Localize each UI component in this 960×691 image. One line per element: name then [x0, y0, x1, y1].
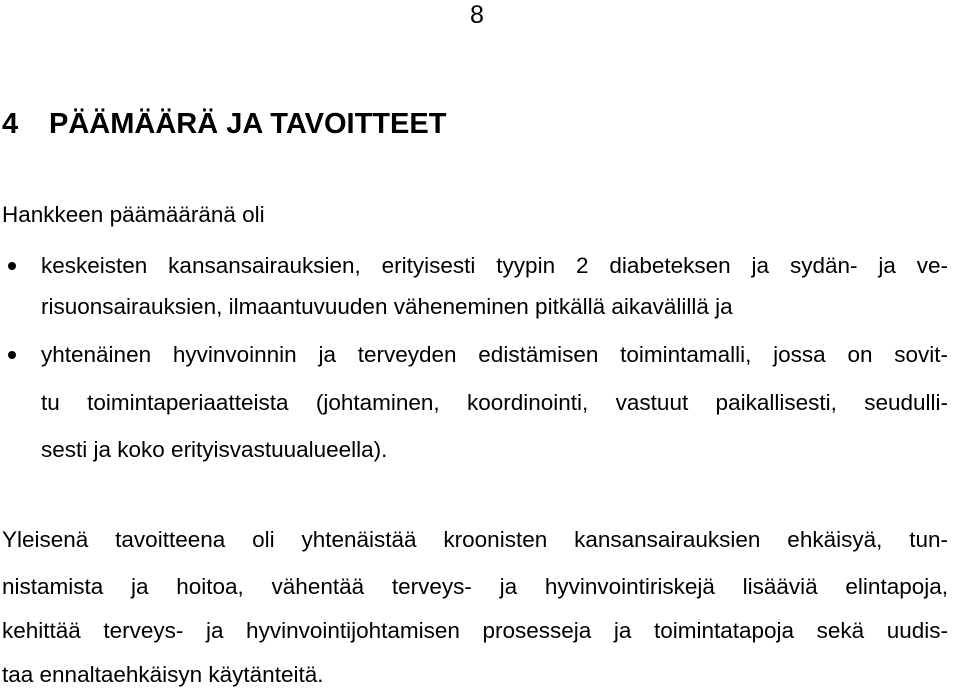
bullet-line: sesti ja koko erityisvastuualueella). — [41, 437, 388, 462]
bullet-line: yhtenäinen hyvinvoinnin ja terveyden edistämisen toimintamalli, jossa on sovit- — [41, 342, 948, 367]
paragraph-line: taa ennaltaehkäisyn käytänteitä. — [2, 662, 324, 687]
intro-text: Hankkeen päämääränä oli — [2, 202, 265, 227]
bullet-line: keskeisten kansansairauksien, erityisesti tyypin 2 diabeteksen ja sydän- ja ve- — [41, 253, 948, 278]
paragraph-line: kehittää terveys- ja hyvinvointijohtamisen prosesseja ja toimintatapoja sekä uudis- — [2, 618, 948, 643]
page-number: 8 — [470, 1, 484, 29]
paragraph-line: nistamista ja hoitoa, vähentää terveys- ja hyvinvointiriskejä lisääviä elintapoja, — [2, 574, 948, 599]
bullet-dot-icon — [8, 351, 16, 359]
section-title: PÄÄMÄÄRÄ JA TAVOITTEET — [49, 108, 447, 140]
section-heading — [2, 107, 446, 141]
bullet-line: tu toimintaperiaatteista (johtaminen, koordinointi, vastuut paikallisesti, seudulli- — [41, 390, 948, 415]
section-number: 4 — [2, 108, 19, 140]
paragraph-line: Yleisenä tavoitteena oli yhtenäistää kroonisten kansansairauksien ehkäisyä, tun- — [2, 527, 948, 552]
bullet-line: risuonsairauksien, ilmaantuvuuden väheneminen pitkällä aikavälillä ja — [41, 294, 733, 319]
bullet-dot-icon — [8, 262, 16, 270]
